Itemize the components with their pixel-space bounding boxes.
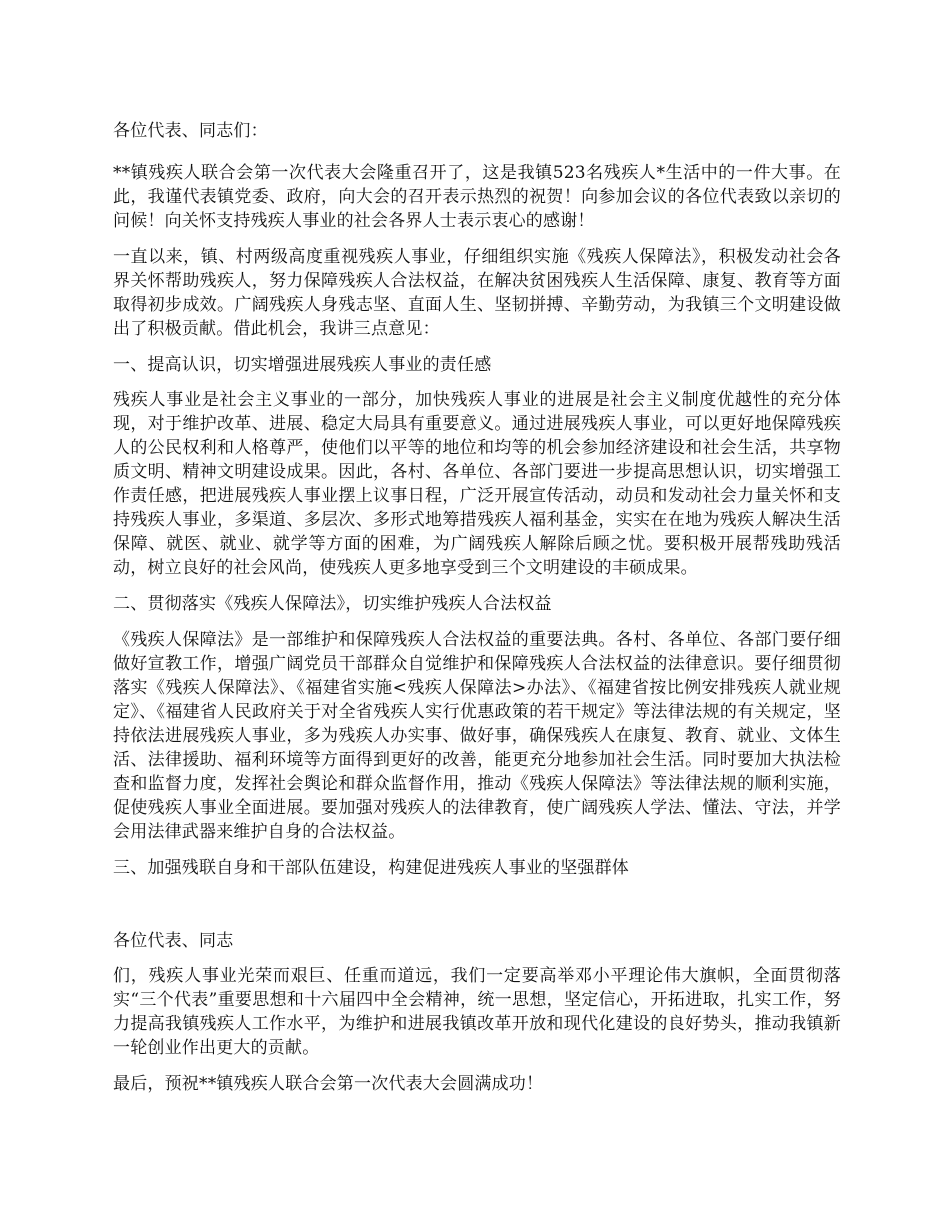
paragraph-section-1: 残疾人事业是社会主义事业的一部分，加快残疾人事业的进展是社会主义制度优越性的充分体现，对于维护改革、进展、稳定大局具有重要意义。通过进展残疾人事业，可以更好地保障残疾人的公民权利和人格尊严，使他们以平等的地位和均等的机会参加经济建设和社会生活，共享物质文明、精神文明建设成果。因此，各村、各单位、各部门要进一步提高思想认识，切实增强工作责任感，把进展残疾人事业摆上议事日程，广泛开展宣传活动，动员和发动社会力量关怀和支持残疾人事业，多渠道、多层次、多形式地筹措残疾人福利基金，实实在在地为残疾人解决生活保障、就医、就业、就学等方面的困难，为广阔残疾人解除后顾之忧。要积极开展帮残助残活动，树立良好的社会风尚，使残疾人更多地享受到三个文明建设的丰硕成果。 — [113, 390, 841, 578]
greeting-second: 各位代表、同志 — [113, 931, 234, 951]
paragraph-background: 一直以来，镇、村两级高度重视残疾人事业，仔细组织实施《残疾人保障法》，积极发动社会各界关怀帮助残疾人，努力保障残疾人合法权益，在解决贫困残疾人生活保障、康复、教育等方面取得初步成效。广阔残疾人身残志坚、直面人生、坚韧拼搏、辛勤劳动，为我镇三个文明建设做出了积极贡献。借此机会，我讲三点意见： — [113, 247, 841, 339]
greeting: 各位代表、同志们： — [113, 121, 268, 141]
document-page — [113, 119, 841, 1096]
closing-line: 最后，预祝**镇残疾人联合会第一次代表大会圆满成功！ — [113, 1074, 544, 1094]
paragraph-conclusion: 们，残疾人事业光荣而艰巨、任重而道远，我们一定要高举邓小平理论伟大旗帜，全面贯彻落实“三个代表”重要思想和十六届四中全会精神，统一思想，坚定信心，开拓进取，扎实工作，努力提高我镇残疾人工作水平，为维护和进展我镇改革开放和现代化建设的良好势头，推动我镇新一轮创业作出更大的贡献。 — [113, 966, 841, 1058]
paragraph-section-2: 《残疾人保障法》是一部维护和保障残疾人合法权益的重要法典。各村、各单位、各部门要仔细做好宣教工作，增强广阔党员干部群众自觉维护和保障残疾人合法权益的法律意识。要仔细贯彻落实《残疾人保障法》、《福建省实施<残疾人保障法>办法》、《福建省按比例安排残疾人就业规定》、《福建省人民政府关于对全省残疾人实行优惠政策的若干规定》等法律法规的有关规定，坚持依法进展残疾人事业，多为残疾人办实事、做好事，确保残疾人在康复、教育、就业、文体生活、法律援助、福利环境等方面得到更好的改善，能更充分地参加社会生活。同时要加大执法检查和监督力度，发挥社会舆论和群众监督作用，推动《残疾人保障法》等法律法规的顺利实施，促使残疾人事业全面进展。要加强对残疾人的法律教育，使广阔残疾人学法、懂法、守法，并学会用法律武器来维护自身的合法权益。 — [113, 630, 841, 842]
section-heading-1: 一、提高认识，切实增强进展残疾人事业的责任感 — [113, 355, 492, 375]
section-heading-2: 二、贯彻落实《残疾人保障法》，切实维护残疾人合法权益 — [113, 594, 552, 614]
section-heading-3: 三、加强残联自身和干部队伍建设，构建促进残疾人事业的坚强群体 — [113, 858, 629, 878]
paragraph-opening: **镇残疾人联合会第一次代表大会隆重召开了，这是我镇523名残疾人*生活中的一件大事。在此，我谨代表镇党委、政府，向大会的召开表示热烈的祝贺！向参加会议的各位代表致以亲切的问候！向关怀支持残疾人事业的社会各界人士表示衷心的感谢！ — [113, 163, 841, 231]
